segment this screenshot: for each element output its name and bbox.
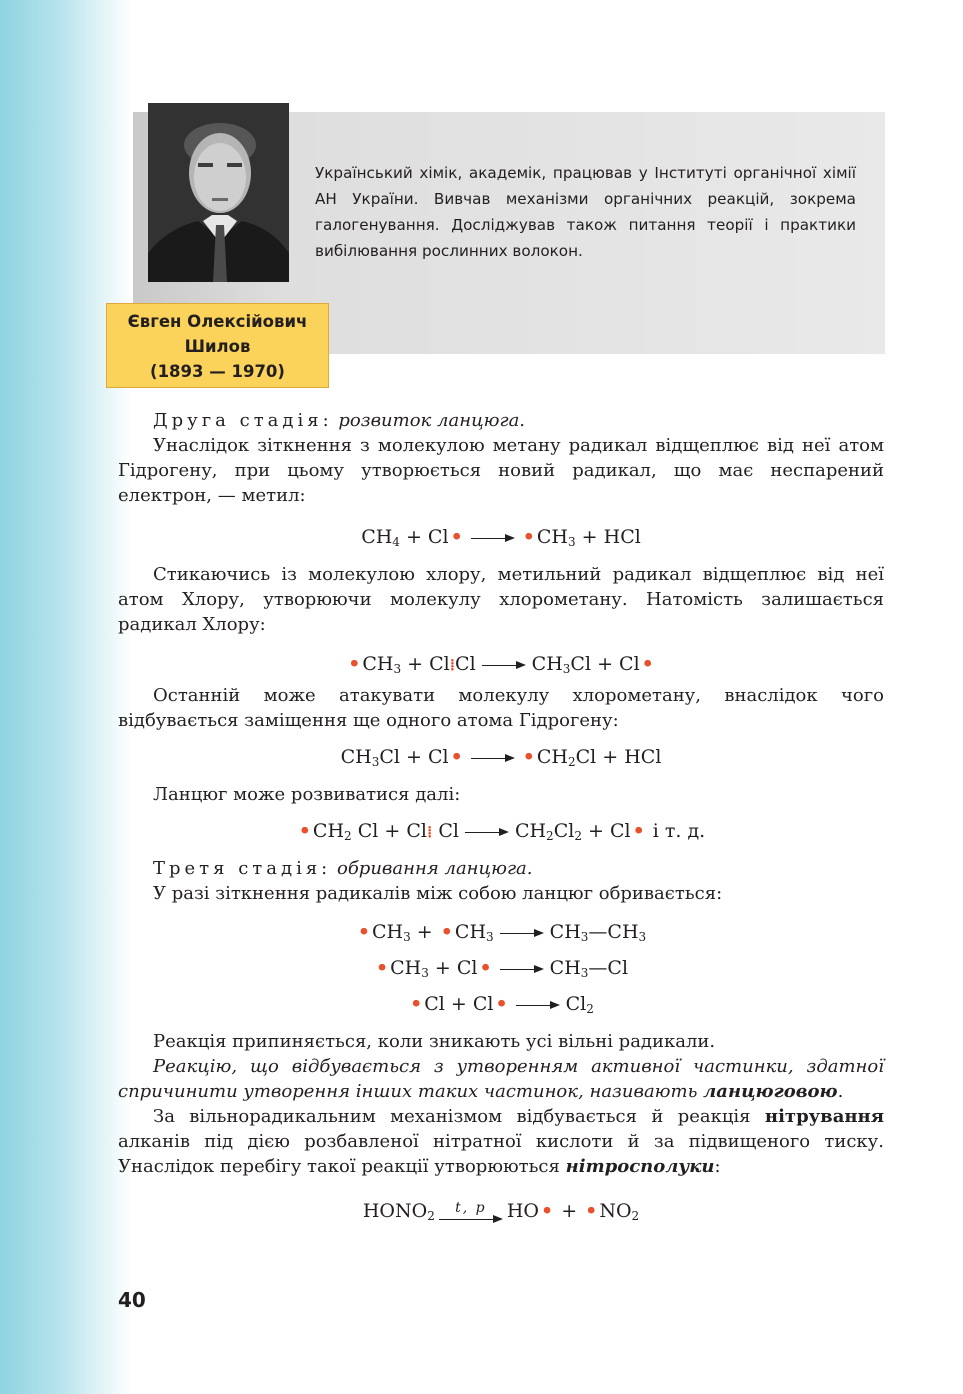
page-number: 40 [118, 1288, 146, 1312]
scientist-name-first: Євген Олексійович [127, 312, 308, 331]
conditions-label: t, p [455, 1199, 487, 1216]
paragraph-1: Унаслідок зіткнення з молекулою метану радикал відщеплює від неї атом Гідрогену, при цьому утворюється новий радикал, що має неспарений електрон, — метил: [118, 435, 884, 506]
stage2-label: Друга стадія: [153, 410, 333, 431]
equation-5: • $CH_3$ + • $CH_3$ $CH_3—CH_3$ [357, 921, 647, 944]
paragraph-2: Стикаючись із молекулою хлору, метильний радикал відщеплює від неї атом Хлору, утворюючи молекулу хлорометану. Натомість залишається радикал Хлору: [118, 564, 884, 635]
scientist-years: (1893 — 1970) [150, 362, 285, 381]
paragraph-4: Ланцюг може розвиватися далі: [153, 784, 461, 805]
nitration-term: нітрування [764, 1106, 884, 1127]
definition-paragraph [118, 1054, 884, 1104]
equation-1: $CH_4 + Cl$ • • $CH_3$ + HCl [361, 526, 641, 549]
stage2-heading [118, 408, 884, 433]
equation-7: • Cl + Cl • $Cl_2$ [410, 993, 594, 1016]
scientist-name-plate [106, 303, 329, 388]
portrait-photo [148, 103, 289, 282]
nitration-text-a: За вільнорадикальним механізмом відбувається й реакція [153, 1106, 751, 1127]
stage3-heading [118, 856, 884, 881]
scientist-name-last: Шилов [184, 337, 251, 356]
equation-6: • $CH_3 + Cl$ • $CH_3—Cl$ [375, 957, 629, 980]
portrait-illustration [148, 103, 289, 282]
paragraph-8 [118, 1104, 884, 1179]
page-margin-strip [0, 0, 132, 1394]
etc-label: і т. д. [652, 820, 706, 842]
conditions-arrow [439, 1201, 503, 1224]
paragraph-3: Останній може атакувати молекулу хлорометану, внаслідок чого відбувається заміщення ще одного атома Гідрогену: [118, 685, 884, 731]
stage3-name: обривання ланцюга. [336, 858, 533, 879]
equation-3: $CH_3Cl + Cl$ • • $CH_2Cl$ + HCl [340, 746, 662, 769]
main-text [118, 408, 884, 1224]
biography-text: Український хімік, академік, працював у Інституті органічної хімії АН України. Вивчав механізми органічних реакцій, зокрема галогенування. Досліджував також питання теорії і практики вибілювання рослинних волокон. [315, 164, 856, 260]
stage3-label: Третя стадія: [153, 858, 332, 879]
equation-8: $HONO_2$ t, p HO • + • $NO_2$ [362, 1199, 640, 1223]
definition-end: . [837, 1081, 844, 1102]
nitration-text-b: алканів під дією розбавленої нітратної кислоти й за підвищеного тиску. Унаслідок перебігу такої реакції утворюються [118, 1131, 884, 1177]
equation-2: • $CH_3$ + Cl⁞Cl $CH_3Cl + Cl$ • [348, 653, 654, 676]
paragraph-5: У разі зіткнення радикалів між собою ланцюг обривається: [153, 883, 723, 904]
equation-4: • $CH_2$ Cl + Cl⁞ Cl $CH_2Cl_2 + Cl$ • і т. д. [298, 820, 706, 843]
stage2-name: розвиток ланцюга. [338, 410, 526, 431]
definition-term: ланцюговою [703, 1081, 838, 1102]
paragraph-6: Реакція припиняється, коли зникають усі вільні радикали. [153, 1031, 716, 1052]
nitration-end: : [714, 1156, 721, 1177]
nitro-compounds-term: нітросполуки [565, 1156, 715, 1177]
definition-text: Реакцію, що відбувається з утворенням активної частинки, здатної спричинити утворення інших таких частинок, називають [118, 1056, 884, 1102]
